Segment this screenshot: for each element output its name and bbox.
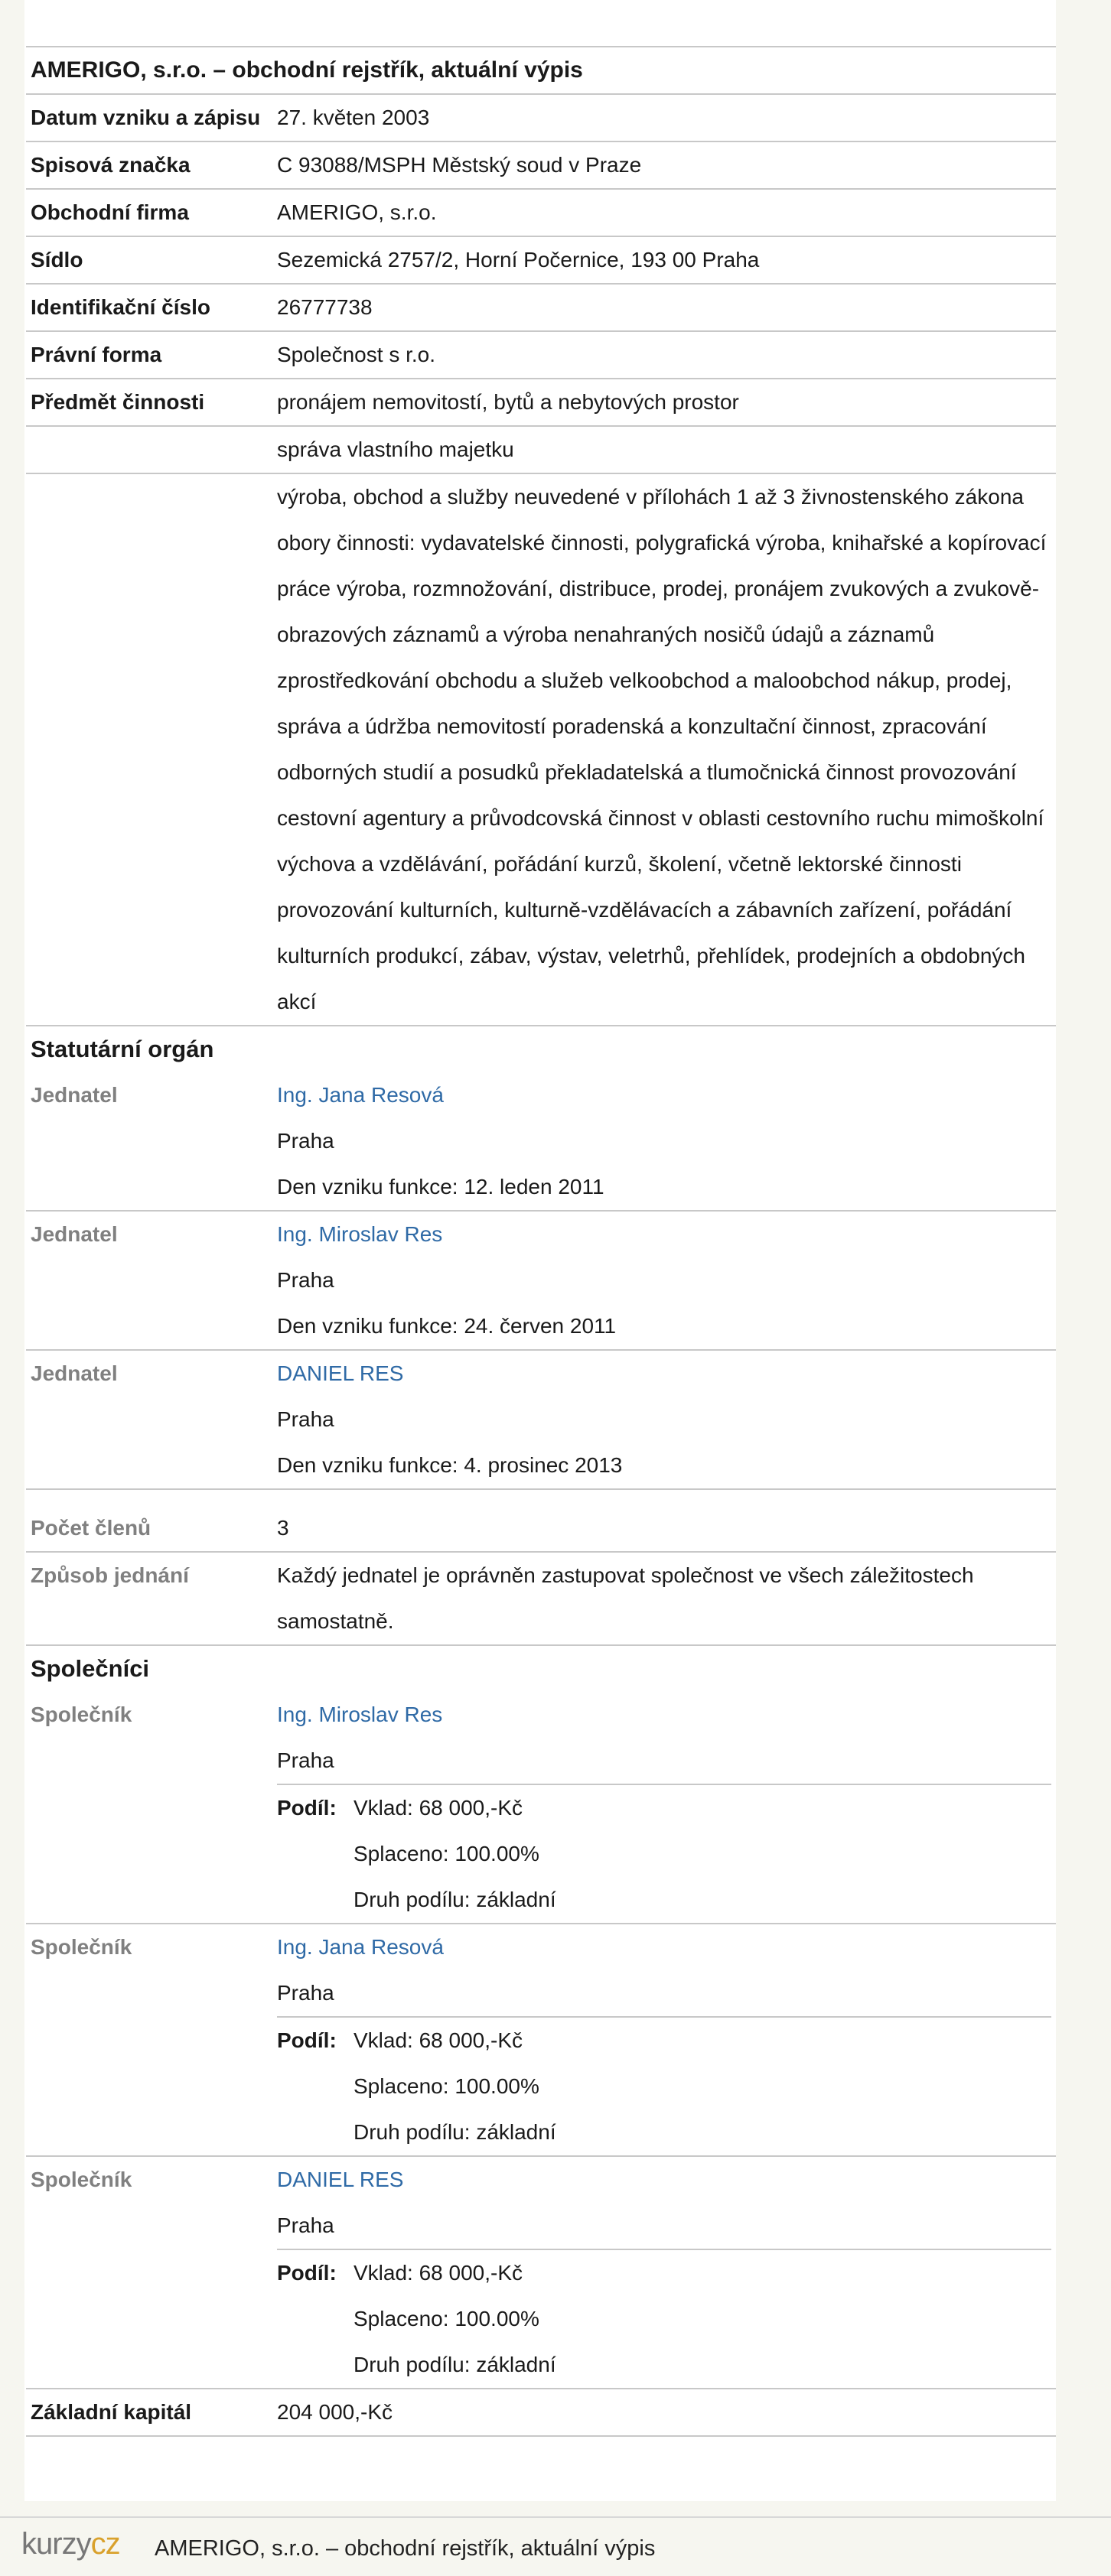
spolecnik-2-city: Praha — [277, 1981, 334, 2005]
partner-link-jana-resova[interactable]: Ing. Jana Resová — [277, 1935, 444, 1959]
jednatel-2-since: Den vzniku funkce: 24. červen 2011 — [272, 1303, 1056, 1350]
role-spolecnik-2: Společník — [31, 1935, 132, 1959]
spolecnik-1-name-row — [26, 1692, 1056, 1738]
podil-splaceno: Splaceno: 100.00% — [354, 1842, 539, 1865]
label-kapital: Základní kapitál — [26, 2389, 272, 2436]
value-spisova: C 93088/MSPH Městský soud v Praze — [272, 141, 1056, 189]
jednatel-2-name-row — [26, 1211, 1056, 1257]
row-ico — [26, 284, 1056, 331]
podil-vklad: Vklad: 68 000,-Kč — [354, 2261, 523, 2285]
register-table — [26, 46, 1056, 2437]
row-zpusob-jednani — [26, 1552, 1056, 1645]
section-heading-spolecnici: Společníci — [31, 1655, 150, 1682]
spolecnik-2-podil-row — [26, 2016, 1056, 2156]
value-datum: 27. květen 2003 — [272, 94, 1056, 141]
kurzy-cz-logo[interactable] — [21, 2527, 120, 2561]
spolecnik-1-podil — [277, 1784, 1051, 1923]
value-sidlo: Sezemická 2757/2, Horní Počernice, 193 00 Praha — [272, 236, 1056, 284]
value-predmet-3: výroba, obchod a služby neuvedené v přílohách 1 až 3 živnostenského zákona obory činnosti: vydavatelské činnosti, polygrafická výroba, knihařské a kopírovací práce výroba, rozmnožování, distribuce, prodej, pronájem zvukových a zvukově-obrazových záznamů a výroba nenahraných nosičů údajů a záznamů zprostředkování obchodu a služeb velkoobchod a maloobchod nákup, prodej, správa a údržba nemovitostí poradenská a konzultační činnost, zpracování odborných studií a posudků překladatelská a tlumočnická činnost provozování cestovní agentury a průvodcovská činnost v oblasti cestovního ruchu mimoškolní výchova a vzdělávání, pořádání kurzů, školení, včetně lektorské činnosti provozování kulturních, kulturně-vzdělávacích a zábavních zařízení, pořádání kulturních produkcí, zábav, výstav, veletrhů, přehlídek, prodejních a obdobných akcí — [272, 473, 1056, 1026]
role-jednatel-1: Jednatel — [31, 1083, 118, 1107]
row-pocet-clenu — [26, 1505, 1056, 1552]
spolecnik-1-podil-row — [26, 1784, 1056, 1924]
spacer-row — [26, 1489, 1056, 1505]
podil-label: Podíl: — [277, 2261, 337, 2285]
row-firma — [26, 189, 1056, 236]
value-forma: Společnost s r.o. — [272, 331, 1056, 379]
jednatel-1-city-row — [26, 1118, 1056, 1164]
label-spisova: Spisová značka — [26, 141, 272, 189]
label-pocet-clenu: Počet členů — [26, 1505, 272, 1552]
spolecnik-1-city: Praha — [277, 1748, 334, 1772]
row-spisova — [26, 141, 1056, 189]
row-kapital — [26, 2389, 1056, 2436]
podil-vklad: Vklad: 68 000,-Kč — [354, 2028, 523, 2052]
label-zpusob-jednani: Způsob jednání — [26, 1552, 272, 1645]
section-statutarni — [26, 1026, 1056, 1072]
jednatel-3-city-row — [26, 1397, 1056, 1442]
partner-link-miroslav-res[interactable]: Ing. Miroslav Res — [277, 1703, 443, 1726]
role-jednatel-2: Jednatel — [31, 1222, 118, 1246]
spolecnik-1-city-row — [26, 1738, 1056, 1784]
podil-druh: Druh podílu: základní — [354, 1888, 556, 1911]
jednatel-1-name-row — [26, 1072, 1056, 1118]
label-sidlo: Sídlo — [26, 236, 272, 284]
value-predmet-2: správa vlastního majetku — [272, 426, 1056, 473]
spolecnik-3-city-row — [26, 2203, 1056, 2249]
logo-part-kurzy: kurzy — [21, 2527, 91, 2561]
section-heading-statutarni: Statutární orgán — [31, 1036, 214, 1062]
spolecnik-3-city: Praha — [277, 2213, 334, 2237]
footer-title: AMERIGO, s.r.o. – obchodní rejstřík, aktuální výpis — [155, 2536, 656, 2561]
person-link-miroslav-res[interactable]: Ing. Miroslav Res — [277, 1222, 443, 1246]
row-predmet-3 — [26, 473, 1056, 1026]
spolecnik-3-podil — [277, 2249, 1051, 2388]
podil-label: Podíl: — [277, 2028, 337, 2052]
spolecnik-2-name-row — [26, 1924, 1056, 1970]
jednatel-3-since-row — [26, 1442, 1056, 1489]
role-spolecnik-1: Společník — [31, 1703, 132, 1726]
row-datum — [26, 94, 1056, 141]
person-link-daniel-res[interactable]: DANIEL RES — [277, 1361, 404, 1385]
podil-druh: Druh podílu: základní — [354, 2120, 556, 2144]
label-ico: Identifikační číslo — [26, 284, 272, 331]
partner-link-daniel-res[interactable]: DANIEL RES — [277, 2168, 404, 2191]
label-predmet: Předmět činnosti — [26, 379, 272, 426]
title-row — [26, 47, 1056, 94]
row-sidlo — [26, 236, 1056, 284]
jednatel-1-city: Praha — [277, 1129, 334, 1153]
spolecnik-3-name-row — [26, 2156, 1056, 2203]
spolecnik-3-podil-row — [26, 2249, 1056, 2389]
jednatel-3-since: Den vzniku funkce: 4. prosinec 2013 — [272, 1442, 1056, 1489]
podil-druh: Druh podílu: základní — [354, 2353, 556, 2376]
podil-label: Podíl: — [277, 1796, 337, 1820]
value-firma: AMERIGO, s.r.o. — [272, 189, 1056, 236]
page-title: AMERIGO, s.r.o. – obchodní rejstřík, aktuální výpis — [26, 47, 1056, 94]
logo-part-cz: cz — [90, 2527, 120, 2561]
value-pocet-clenu: 3 — [272, 1505, 1056, 1552]
podil-splaceno: Splaceno: 100.00% — [354, 2307, 539, 2330]
jednatel-1-since-row — [26, 1164, 1056, 1211]
row-forma — [26, 331, 1056, 379]
podil-splaceno: Splaceno: 100.00% — [354, 2074, 539, 2098]
spolecnik-2-podil — [277, 2016, 1051, 2155]
value-predmet-1: pronájem nemovitostí, bytů a nebytových prostor — [272, 379, 1056, 426]
value-ico: 26777738 — [272, 284, 1056, 331]
role-jednatel-3: Jednatel — [31, 1361, 118, 1385]
footer — [0, 2516, 1111, 2576]
jednatel-2-since-row — [26, 1303, 1056, 1350]
jednatel-2-city: Praha — [277, 1268, 334, 1292]
row-predmet-1 — [26, 379, 1056, 426]
label-forma: Právní forma — [26, 331, 272, 379]
jednatel-3-name-row — [26, 1350, 1056, 1397]
role-spolecnik-3: Společník — [31, 2168, 132, 2191]
jednatel-3-city: Praha — [277, 1407, 334, 1431]
person-link-jana-resova[interactable]: Ing. Jana Resová — [277, 1083, 444, 1107]
label-firma: Obchodní firma — [26, 189, 272, 236]
value-kapital: 204 000,-Kč — [272, 2389, 1056, 2436]
spolecnik-2-city-row — [26, 1970, 1056, 2016]
section-spolecnici — [26, 1645, 1056, 1692]
podil-vklad: Vklad: 68 000,-Kč — [354, 1796, 523, 1820]
value-zpusob-jednani: Každý jednatel je oprávněn zastupovat společnost ve všech záležitostech samostatně. — [272, 1552, 1056, 1645]
label-datum: Datum vzniku a zápisu — [26, 94, 272, 141]
jednatel-2-city-row — [26, 1257, 1056, 1303]
jednatel-1-since: Den vzniku funkce: 12. leden 2011 — [272, 1164, 1056, 1211]
row-predmet-2 — [26, 426, 1056, 473]
